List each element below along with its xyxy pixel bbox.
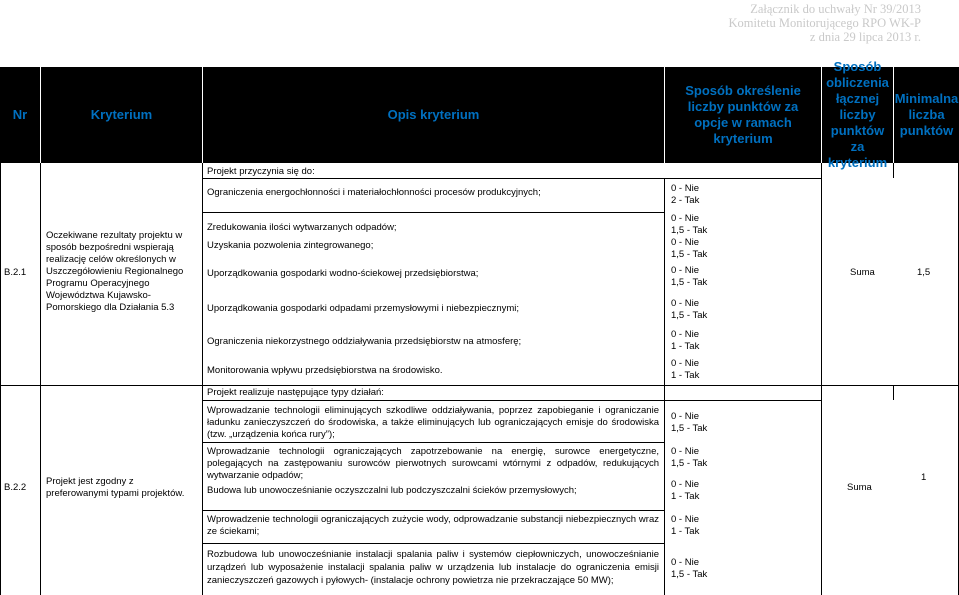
option-text: Uzyskania pozwolenia zintegrowanego; — [207, 240, 374, 251]
header-sposob-obliczenia: Sposób obliczenia łącznej liczby punktów za kryterium — [822, 67, 893, 163]
option-points: 0 - Nie 1,5 - Tak — [671, 411, 708, 434]
option-points: 0 - Nie 1,5 - Tak — [671, 298, 708, 321]
document-header-note — [729, 2, 921, 44]
option-text: Wprowadzenie technologii ograniczających zużycie wody, odprowadzanie substancji niebezpiecznych wraz ze ściekami; — [207, 514, 659, 537]
option-text: Ograniczenia niekorzystnego oddziaływania przedsiębiorstw na atmosferę; — [207, 336, 522, 347]
row-minimalna: 1,5 — [917, 267, 931, 278]
option-text: Budowa lub unowocześnianie oczyszczalni lub podczyszczalni ścieków przemysłowych; — [207, 485, 577, 496]
header-sposob-okreslenia: Sposób określenie liczby punktów za opcje w ramach kryterium — [665, 67, 821, 163]
option-text: Wprowadzanie technologii ograniczających zapotrzebowanie na energię, surowce energetyczne, polegających na zastępowaniu surowców pierwotnych surowcami wtórnymi z odpadów, redukujących wytwarzanie odpadów; — [207, 446, 659, 481]
option-text: Wprowadzanie technologii eliminujących szkodliwe oddziaływania, poprzez zapobieganie i ograniczanie ładunku zanieczyszczeń do środowiska, a także eliminujących lub ograniczających emisje do środowiska (tzw. „urządzenia końca rury”); — [207, 405, 659, 440]
row-minimalna: 1 — [921, 472, 927, 483]
option-points: 0 - Nie 1,5 - Tak — [671, 557, 708, 580]
option-points: 0 - Nie 1 - Tak — [671, 329, 700, 352]
option-text: Rozbudowa lub unowocześnianie instalacji spalania paliw i systemów ciepłowniczych, unowocześnianie urządzeń lub wyposażenie instalacji spalania paliw w urządzenia lub instalacje do ograniczenia emisji zanieczyszczeń gazowych i pyłowych- (instalacje ochrony powietrza nie przekraczające 50 MW); — [207, 549, 659, 586]
option-text: Uporządkowania gospodarki wodno-ściekowej przedsiębiorstwa; — [207, 268, 479, 279]
option-points: 0 - Nie 2 - Tak — [671, 183, 700, 206]
header-line-3: z dnia 29 lipca 2013 r. — [809, 30, 921, 44]
option-points: 0 - Nie 1,5 - Tak — [671, 265, 708, 288]
option-text: Ograniczenia energochłonności i materiałochłonności procesów produkcyjnych; — [207, 187, 541, 198]
option-points: 0 - Nie 1,5 - Tak — [671, 213, 708, 236]
header-line-2: Komitetu Monitorującego RPO WK-P — [728, 16, 921, 30]
row-intro: Projekt przyczynia się do: — [207, 166, 315, 177]
row-nr: B.2.1 — [4, 267, 27, 278]
option-points: 0 - Nie 1,5 - Tak — [671, 446, 708, 469]
header-nr: Nr — [0, 67, 40, 163]
header-line-1: Załącznik do uchwały Nr 39/2013 — [750, 2, 921, 16]
option-points: 0 - Nie 1 - Tak — [671, 479, 700, 502]
row-intro: Projekt realizuje następujące typy działań: — [207, 387, 384, 398]
option-text: Zredukowania ilości wytwarzanych odpadów; — [207, 222, 397, 233]
option-text: Uporządkowania gospodarki odpadami przemysłowymi i niebezpiecznymi; — [207, 303, 520, 314]
header-minimalna: Minimalna liczba punktów — [894, 67, 959, 163]
row-kryterium: Projekt jest zgodny z preferowanymi typami projektów. — [46, 476, 185, 499]
option-text: Monitorowania wpływu przedsiębiorstwa na środowisko. — [207, 365, 443, 376]
row-sposob-obliczenia: Suma — [847, 482, 872, 493]
header-opis: Opis kryterium — [203, 67, 664, 163]
option-points: 0 - Nie 1 - Tak — [671, 358, 700, 381]
header-kryterium: Kryterium — [41, 67, 202, 163]
row-nr: B.2.2 — [4, 482, 27, 493]
row-kryterium: Oczekiwane rezultaty projektu w sposób bezpośredni wspierają realizację celów określonych w Uszczegółowieniu Regionalnego Programu Operacyjnego Województwa Kujawsko-Pomorskiego dla Działania 5.3 — [46, 230, 184, 313]
option-points: 0 - Nie 1 - Tak — [671, 514, 700, 537]
option-points: 0 - Nie 1,5 - Tak — [671, 237, 708, 260]
row-sposob-obliczenia: Suma — [850, 267, 875, 278]
